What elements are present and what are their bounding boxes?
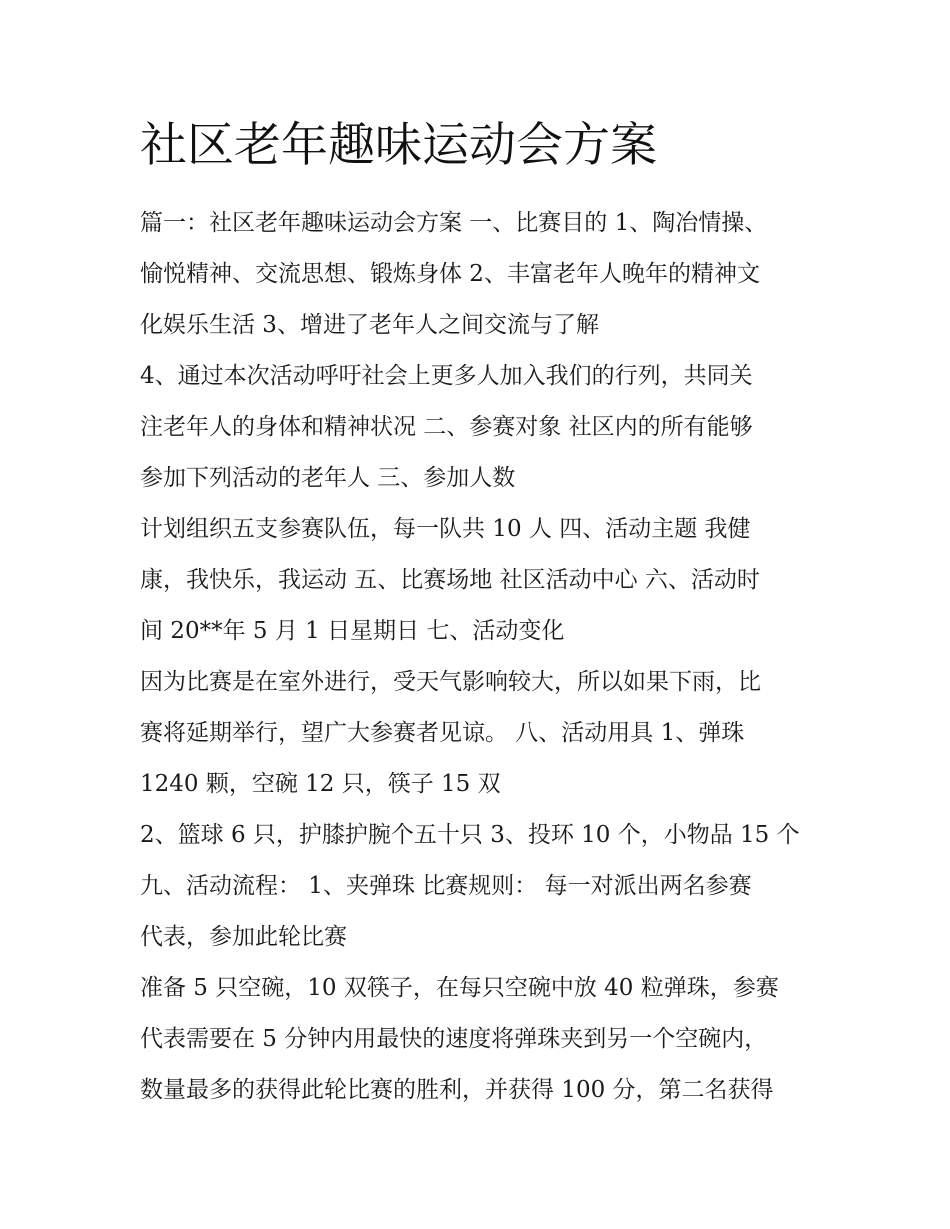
body-line: 愉悦精神、交流思想、锻炼身体 2、丰富老年人晚年的精神文 <box>140 261 760 287</box>
body-line: 因为比赛是在室外进行，受天气影响较大，所以如果下雨，比 <box>140 669 761 695</box>
body-line: 间 20**年 5 月 1 日星期日 七、活动变化 <box>140 618 565 644</box>
body-line: 化娱乐生活 3、增进了老年人之间交流与了解 <box>140 312 599 338</box>
body-line: 康，我快乐，我运动 五、比赛场地 社区活动中心 六、活动时 <box>140 567 760 593</box>
document-body <box>140 198 820 1116</box>
body-line: 代表需要在 5 分钟内用最快的速度将弹珠夹到另一个空碗内， <box>140 1026 768 1052</box>
body-line: 准备 5 只空碗，10 双筷子，在每只空碗中放 40 粒弹珠，参赛 <box>140 975 779 1001</box>
document-title: 社区老年趣味运动会方案 <box>140 118 657 173</box>
body-line: 2、篮球 6 只，护膝护腕个五十只 3、投环 10 个，小物品 15 个 <box>140 822 800 848</box>
body-line: 代表，参加此轮比赛 <box>140 924 347 950</box>
body-line: 九、活动流程： 1、夹弹珠 比赛规则： 每一对派出两名参赛 <box>140 873 752 899</box>
body-line: 4、通过本次活动呼吁社会上更多人加入我们的行列，共同关 <box>140 363 753 389</box>
body-line: 篇一：社区老年趣味运动会方案 一、比赛目的 1、陶冶情操、 <box>140 210 768 236</box>
body-line: 注老年人的身体和精神状况 二、参赛对象 社区内的所有能够 <box>140 414 753 440</box>
body-line: 参加下列活动的老年人 三、参加人数 <box>140 465 516 491</box>
body-line: 赛将延期举行，望广大参赛者见谅。 八、活动用具 1、弹珠 <box>140 720 745 746</box>
body-line: 数量最多的获得此轮比赛的胜利，并获得 100 分，第二名获得 <box>140 1077 774 1103</box>
body-line: 计划组织五支参赛队伍，每一队共 10 人 四、活动主题 我健 <box>140 516 751 542</box>
body-line: 1240 颗，空碗 12 只，筷子 15 双 <box>140 771 501 797</box>
